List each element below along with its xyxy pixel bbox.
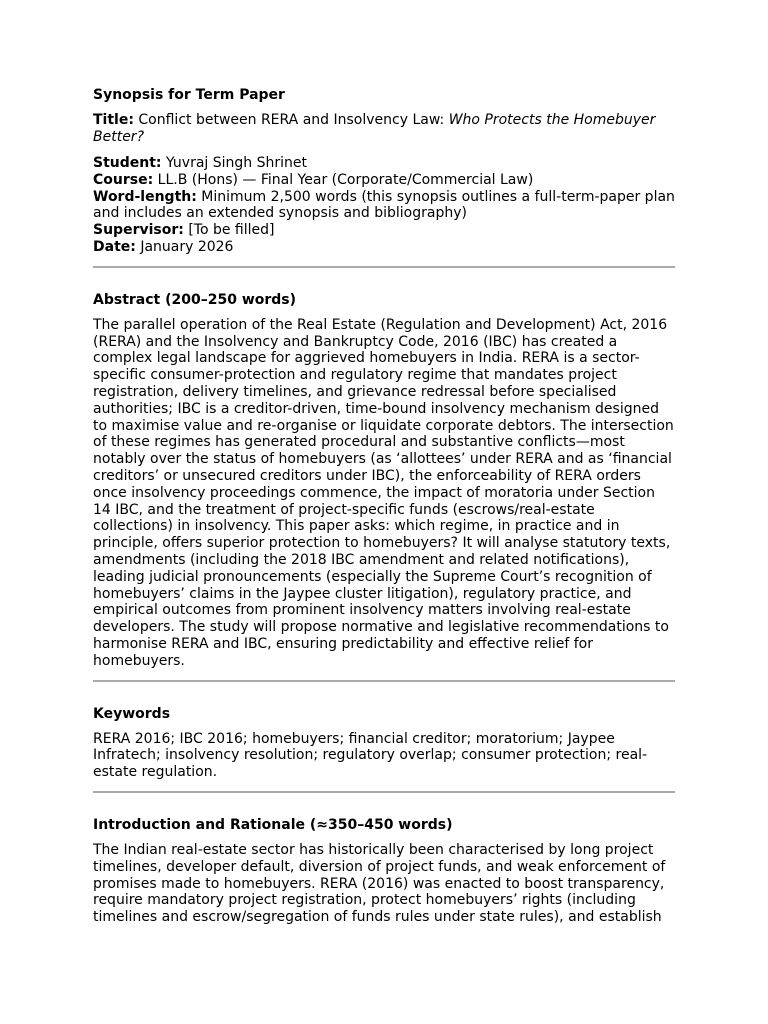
meta-label: Date: [93, 238, 136, 255]
meta-label: Supervisor: [93, 222, 184, 239]
title-italic: Who Protects the Homebuyer Better? [93, 112, 656, 145]
title-label: Title: [93, 112, 134, 128]
title-text: Conflict between RERA and Insolvency Law: [138, 112, 445, 128]
keywords-body: RERA 2016; IBC 2016; homebuyers; financial creditor; moratorium; Jaypee Infratech; insolvency resolution; regulatory overlap; consumer protection; real-estate regulation. [93, 730, 648, 781]
meta-label: Student: [93, 155, 162, 171]
meta-value: Minimum 2,500 words (this synopsis outlines a full-term-paper plan and includes an extended synopsis and bibliography) [93, 188, 675, 222]
meta-value: January 2026 [140, 238, 234, 255]
introduction-heading: Introduction and Rationale (≈350–450 words) [93, 816, 453, 833]
document-page [93, 86, 675, 926]
paper-title [93, 112, 675, 146]
meta-date [93, 239, 675, 256]
keywords-heading: Keywords [93, 705, 171, 722]
paper-metadata [93, 155, 675, 256]
abstract-heading: Abstract (200–250 words) [93, 291, 297, 308]
meta-value: LL.B (Hons) — Final Year (Corporate/Commercial Law) [157, 171, 534, 188]
meta-label: Word-length: [93, 188, 197, 205]
abstract-body: The parallel operation of the Real Estate (Regulation and Development) Act, 2016 (RERA) and the Insolvency and Bankruptcy Code, 2016 (IBC) has created a complex legal landscape for aggrieved homebuyers in India. RERA is a sector-specific consumer-protection and regulatory regime that mandates project registration, delivery timelines, and grievance redressal before specialised authorities; IBC is a creditor-driven, time-bound insolvency mechanism designed to maximise value and re-organise or liquidate corporate debtors. The intersection of these regimes has generated procedural and substantive conflicts—most notably over the status of homebuyers (as ‘allottees’ under RERA and as ‘financial creditors’ or unsecured creditors under IBC), the enforceability of RERA orders once insolvency proceedings commence, the impact of moratoria under Section 14 IBC, and the treatment of project-specific funds (escrows/real-estate collections) in insolvency. This paper asks: which regime, in practice and in principle, offers superior protection to homebuyers? It will analyse statutory texts, amendments (including the 2018 IBC amendment and related notifications), leading judicial pronouncements (especially the Supreme Court’s recognition of homebuyers’ claims in the Jaypee cluster litigation), regulatory practice, and empirical outcomes from prominent insolvency matters involving real-estate developers. The study will propose normative and legislative recommendations to harmonise RERA and IBC, ensuring predictability and effective relief for homebuyers. [93, 316, 674, 669]
meta-word-length [93, 189, 675, 223]
document-heading: Synopsis for Term Paper [93, 87, 285, 103]
meta-label: Course: [93, 171, 154, 188]
meta-value: Yuvraj Singh Shrinet [165, 155, 308, 171]
meta-supervisor [93, 222, 675, 239]
meta-value: [To be filled] [188, 222, 275, 239]
meta-student [93, 155, 675, 172]
meta-course [93, 172, 675, 189]
introduction-body: The Indian real-estate sector has historically been characterised by long project timelines, developer default, diversion of project funds, and weak enforcement of promises made to homebuyers. RERA (2016) was enacted to boost transparency, require mandatory project registration, protect homebuyers’ rights (including timelines and escrow/segregation of funds rules under state rules), and establish [93, 841, 666, 926]
